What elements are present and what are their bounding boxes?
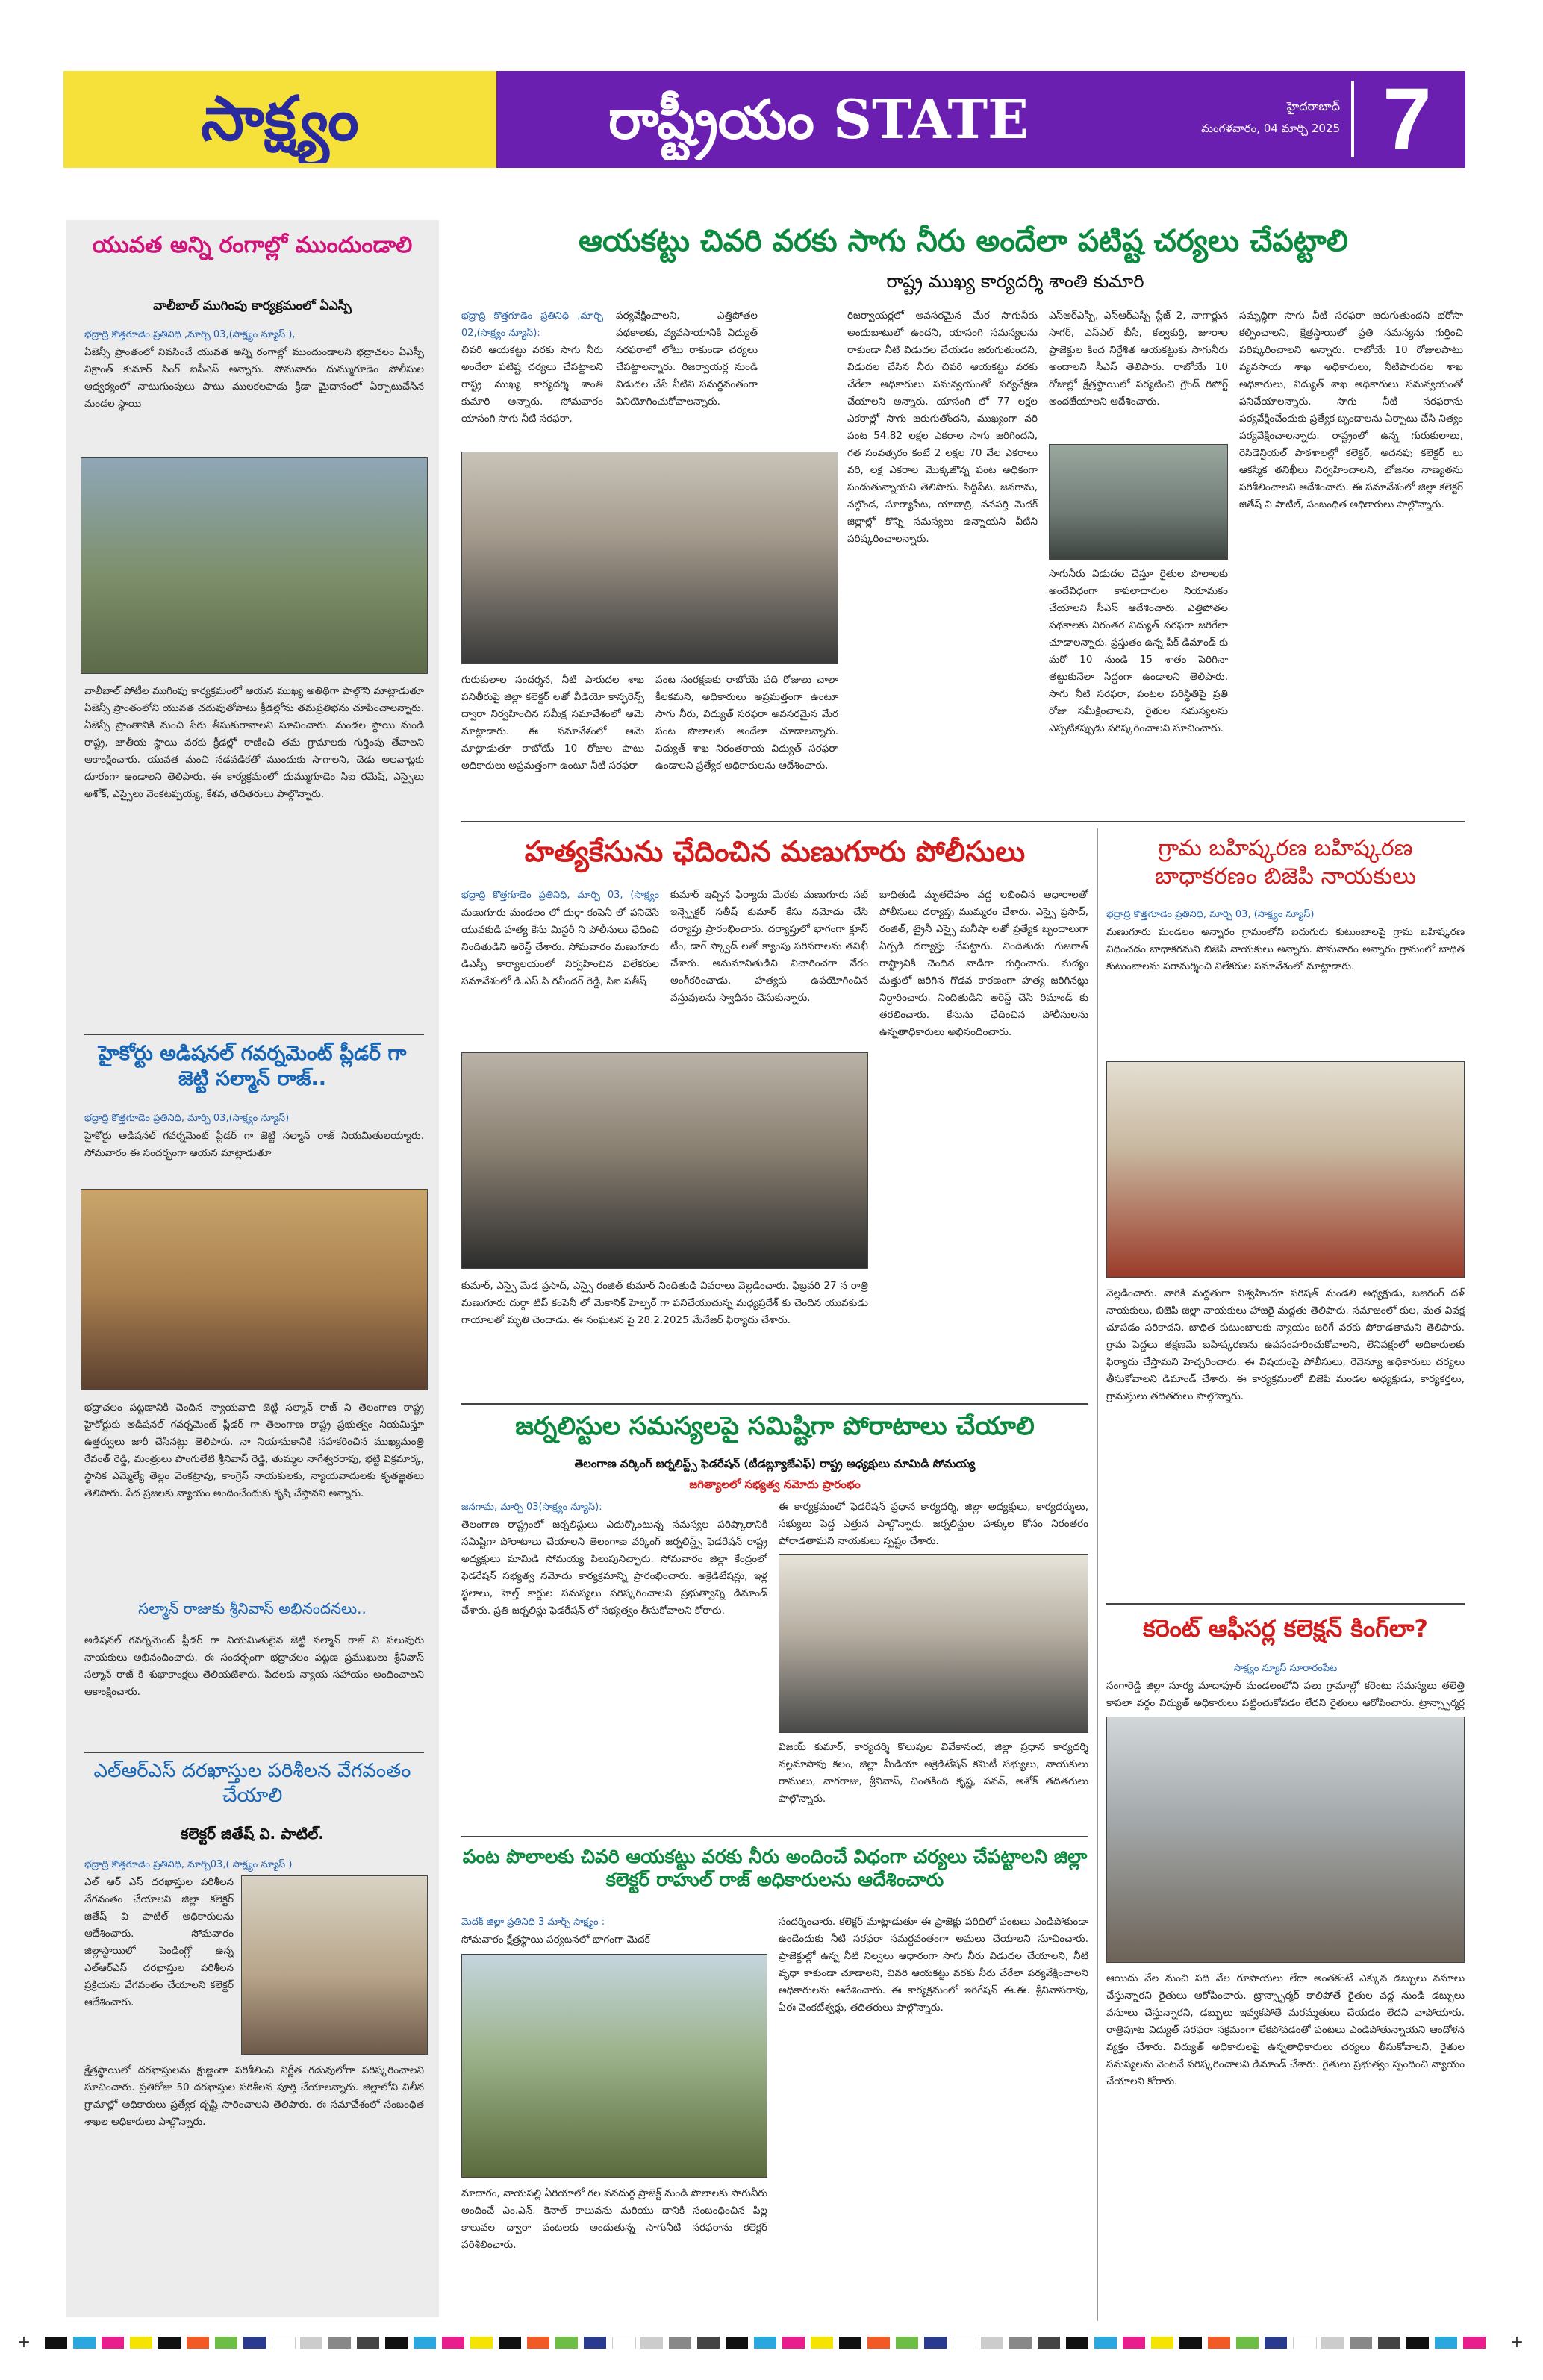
sidebar-a3-photo: [241, 1875, 428, 2055]
murder-article-dateline: భద్రాద్రి కొత్తగూడెం ప్రతినిధి, మార్చి 03, (సాక్ష్యం: [461, 890, 659, 901]
logo-block: [63, 71, 496, 168]
top-article-title: ఆయకట్టు చివరి వరకు సాగు నీరు అందేలా పటిష్ట చర్యలు చేపట్టాలి: [579, 224, 1348, 258]
sidebar-divider-2: [84, 1752, 424, 1753]
color-swatch-strip: [45, 2337, 1500, 2349]
top-article-col4: ఎస్ఆర్ఎస్పీ, ఎస్ఆర్ఎస్పీ స్టేజ్ 2, నాగార్జున సాగర్, ఎస్ఎల్ బీసీ, కల్వకుర్తి, జూరాల ప్రాజెక్టుల కింద నిర్దేశిత ఆయకట్టుకు సాగునీరు అందాలని సీఎస్ తెలిపారు. రాబోయే 10 రోజుల్లో క్షేత్రస్థాయిలో పర్యటించి గ్రౌండ్ రిపోర్ట్ అందజేయాలని ఆదేశించారు.: [1049, 310, 1228, 407]
murder-article-title: హత్యకేసును ఛేదించిన మణుగూరు పోలీసులు: [524, 835, 1026, 868]
sidebar-a1-body1: ఏజెన్సీ ప్రాంతంలో నివసించే యువత అన్ని రంగాల్లో ముందుండాలని భద్రాచలం ఏఎస్పీ విక్రాంత్ కుమార్ సింగ్ ఐపీఎస్ అన్నారు. సోమవారం దుమ్ముగూడెం పోలీసుల ఆధ్వర్యంలో నాటుగుంపులు పాటు ములకలపాడు క్రీడా మైదానంలో ఏర్పాటుచేసిన మండల స్థాయి: [84, 346, 424, 410]
color-swatch: [1321, 2337, 1344, 2349]
color-swatch: [1265, 2337, 1287, 2349]
color-swatch: [1123, 2337, 1145, 2349]
color-swatch: [215, 2337, 237, 2349]
color-swatch: [924, 2337, 947, 2349]
section-band: [496, 71, 1465, 168]
journalist-article-sub2: జగిత్యాలలో సభ్యత్వ నమోదు ప్రారంభం: [689, 1478, 861, 1491]
sidebar-a2-body3: అడిషనల్ గవర్నమెంట్ ప్లీడర్ గా నియమితులైన జెట్టి సల్మాన్ రాజ్ ని పలువురు నాయకులు అభినందించారు. ఈ సందర్భంగా భద్రాచలం పట్టణ ప్రముఖులు శ్రీనివాస్ సల్మాన్ రాజ్ కి శుభాకాంక్షలు తెలియజేశారు. పేదలకు న్యాయ సహాయం అందించాలని ఆకాంక్షించారు.: [84, 1634, 424, 1698]
color-swatch: [1463, 2337, 1486, 2349]
color-swatch: [243, 2337, 266, 2349]
color-swatch: [158, 2337, 181, 2349]
top-article-subtitle: రాష్ట్ర ముఖ్య కార్యదర్శి శాంతి కుమారి: [886, 271, 1144, 292]
top-article-col5: సమృద్ధిగా సాగు నీటి సరఫరా జరుగుతుందని భరోసా కల్పించాలని, క్షేత్రస్థాయిలో ప్రతి సమస్యను గుర్తించి పరిష్కరించాలని అన్నారు. రాబోయే 10 రోజులపాటు వ్యవసాయ శాఖ అధికారులు, నీటిపారుదల శాఖ అధికారులు, విద్యుత్ శాఖ అధికారులు సమన్వయంతో పనిచేయాలన్నారు. సాగు నీటి సరఫరాను పర్యవేక్షించేందుకు ప్రత్యేక బృందాలను ఏర్పాటు చేసి నిత్యం పర్యవేక్షించాలన్నారు. రాష్ట్రంలో ఉన్న గురుకులాలు, రెసిడెన్షియల్ పాఠశాలల్లో కలెక్టర్, అదనపు కలెక్టర్ లు ఆకస్మిక తనిఖీలు నిర్వహించాలని, భోజనం నాణ్యతను పరిశీలించాలని ఆదేశించారు. ఈ సమావేశంలో జిల్లా కలెక్టర్ జితేష్ వి పాటిల్, సంబంధిత అధికారులు పాల్గొన్నారు.: [1239, 310, 1463, 510]
sidebar-a2-title: హైకోర్టు అడిషనల్ గవర్నమెంట్ ప్లీడర్ గా జెట్టి సల్మాన్ రాజ్..: [98, 1042, 407, 1090]
bjp-article-title: గ్రామ బహిష్కరణ బహిష్కరణ బాధాకరణం బిజెపి నాయకులు: [1155, 835, 1416, 890]
color-swatch: [1435, 2337, 1457, 2349]
color-swatch: [102, 2337, 124, 2349]
logo-text: సాక్ష్యం: [201, 84, 359, 154]
sidebar-a3-title: ఎల్ఆర్ఎస్ దరఖాస్తుల పరిశీలన వేగవంతం చేయాలి: [93, 1760, 411, 1807]
electricity-article-photo: [1106, 1717, 1465, 1963]
masthead: [63, 71, 1465, 168]
sidebar-a1-title: యువత అన్ని రంగాల్లో ముందుండాలి: [92, 232, 413, 258]
top-article-col4b: సాగునీరు విడుదల చేస్తూ రైతుల పొలాలకు అందేవిధంగా కాపలాదారుల నియామకం చేయాలని సీఎస్ ఆదేశించారు. ఎత్తిపోతల పథకాలకు నిరంతర విద్యుత్ సరఫరా జరిగేలా చూడాలన్నారు. ప్రస్తుతం ఉన్న పీక్ డిమాండ్ కు మరో 10 నుండి 15 శాతం పెరిగినా తట్టుకునేలా సిద్ధంగా ఉండాలని తెలిపారు. సాగు నీటి సరఫరా, పంటల పరిస్థితిపై ప్రతి రోజు సమీక్షించాలని, రైతుల సమస్యలను ఎప్పటికప్పుడు పరిష్కరించాలని సూచించారు.: [1049, 568, 1228, 734]
journalist-article-col1: తెలంగాణ రాష్ట్రంలో జర్నలిస్టులు ఎదుర్కొంటున్న సమస్యల పరిష్కారానికి సమిష్టిగా పోరాటాలు చేయాలని తెలంగాణ వర్కింగ్ జర్నలిస్ట్స్ ఫెడరేషన్ రాష్ట్ర అధ్యక్షులు మామిడి సోమయ్య పిలుపునిచ్చారు. సోమవారం జిల్లా కేంద్రంలో ఫెడరేషన్ సభ్యత్వ నమోదు కార్యక్రమాన్ని ప్రారంభించారు. అక్రెడిటేషన్లు, ఇళ్ల స్థలాలు, హెల్త్ కార్డుల సమస్యలు పరిష్కరించాలని ప్రభుత్వాన్ని డిమాండ్ చేశారు. ప్రతి జర్నలిస్టు ఫెడరేషన్ లో సభ్యత్వం తీసుకోవాలని కోరారు.: [461, 1519, 767, 1617]
sidebar-a2-dateline: భద్రాద్రి కొత్తగూడెం ప్రతినిధి, మార్చి 03,(సాక్ష్యం న్యూస్): [84, 1113, 290, 1124]
masthead-city: హైదరాబాద్: [1286, 99, 1340, 113]
color-swatch: [187, 2337, 209, 2349]
color-swatch: [782, 2337, 805, 2349]
irrigation-article-title: పంట పొలాలకు చివరి ఆయకట్టు వరకు నీరు అందించే విధంగా చర్యలు చేపట్టాలని జిల్లా కలెక్టర్ రాహుల్ రాజ్ అధికారులను ఆదేశించారు: [462, 1846, 1088, 1891]
electricity-article-body2: ఆయిదు వేల నుంచి పది వేల రూపాయలు లేదా అంతకంటే ఎక్కువ డబ్బులు వసూలు చేస్తున్నారని రైతులు ఆరోపించారు. ట్రాన్స్ఫార్మర్ కాలిపోతే రైతుల వద్ద నుండి డబ్బులు వసూలు చేస్తున్నారని, డబ్బులు ఇవ్వకపోతే మరమ్మతులు చేయడం లేదని వాపోయారు. రాత్రిపూట విద్యుత్ సరఫరా సక్రమంగా లేకపోవడంతో పంటలు ఎండిపోతున్నాయని ఆందోళన వ్యక్తం చేశారు. విద్యుత్ అధికారులపై ఉన్నతాధికారులు చర్యలు తీసుకోవాలని, రైతుల సమస్యలను వెంటనే పరిష్కరించాలని డిమాండ్ చేశారు. రైతులు ప్రభుత్వం స్పందించి న్యాయం చేయాలని కోరారు.: [1106, 1973, 1465, 2087]
color-swatch: [811, 2337, 833, 2349]
masthead-divider: [1351, 81, 1354, 157]
sidebar-a2-body1: హైకోర్టు అడిషనల్ గవర్నమెంట్ ప్లీడర్ గా జెట్టి సల్మాన్ రాజ్ నియమితులయ్యారు. సోమవారం ఈ సందర్భంగా ఆయన మాట్లాడుతూ: [84, 1130, 424, 1159]
irrigation-article-col1: సోమవారం క్షేత్రస్థాయి పర్యటనలో భాగంగా మెదక్: [461, 1934, 650, 1946]
color-swatch: [442, 2337, 464, 2349]
journalist-article-col2: ఈ కార్యక్రమంలో ఫెడరేషన్ ప్రధాన కార్యదర్శి, జిల్లా అధ్యక్షులు, కార్యదర్శులు, సభ్యులు పెద్ద ఎత్తున పాల్గొన్నారు. జర్నలిస్టుల హక్కుల కోసం నిరంతరం పోరాడతామని నాయకులు స్పష్టం చేశారు.: [779, 1501, 1088, 1547]
top-article-photo-2: [1049, 444, 1228, 560]
color-swatch: [45, 2337, 67, 2349]
color-swatch: [1293, 2337, 1317, 2349]
color-swatch: [867, 2337, 890, 2349]
color-swatch: [272, 2337, 296, 2349]
color-swatch: [1151, 2337, 1173, 2349]
journalist-article-col2b: విజయ్ కుమార్, కార్యదర్శి కొలుపుల వివేకానంద, జిల్లా ప్రధాన కార్యదర్శి నల్లమాసాపు కలం, జిల్లా మీడియా అక్రెడిటేషన్ కమిటీ సభ్యులు, నాయకులు రాములు, నాగరాజు, శ్రీనివాస్, చింతకింది కృష్ణ, పవన్, అశోక్ తదితరులు పాల్గొన్నారు.: [779, 1741, 1088, 1805]
color-swatch: [584, 2337, 606, 2349]
murder-article-photo: [461, 1052, 868, 1269]
color-swatch: [300, 2337, 322, 2349]
journalist-article-title: జర్నలిస్టుల సమస్యలపై సమిష్టిగా పోరాటాలు చేయాలి: [515, 1411, 1035, 1441]
murder-article-col2: కుమార్ ఇచ్చిన ఫిర్యాదు మేరకు మణుగూరు సబ్ ఇన్స్పెక్టర్ సతీష్ కుమార్ కేసు నమోదు చేసి దర్యాప్తు ప్రారంభించారు. దర్యాప్తులో భాగంగా క్లూస్ టీం, డాగ్ స్క్వాడ్ లతో క్యాంపు పరిసరాలను తనిఖీ చేశారు. అనుమానితుడిని విచారించగా నేరం అంగీకరించాడు. హత్యకు ఉపయోగించిన వస్తువులను స్వాధీనం చేసుకున్నారు.: [670, 889, 868, 1004]
color-swatch: [754, 2337, 776, 2349]
journalist-article-dateline: జనగామ, మార్చి 03(సాక్ష్యం న్యూస్):: [461, 1502, 602, 1513]
sidebar-a1-subtitle: వాలీబాల్ ముగింపు కార్యక్రమంలో ఏఎస్పీ: [153, 299, 352, 313]
color-swatch: [1094, 2337, 1117, 2349]
color-swatch: [1208, 2337, 1230, 2349]
masthead-date: మంగళవారం, 04 మార్చి 2025: [1201, 122, 1340, 135]
divider-top-article: [461, 821, 1465, 822]
sidebar-a3-body2: క్షేత్రస్థాయిలో దరఖాస్తులను క్షుణ్ణంగా పరిశీలించి నిర్ణీత గడువులోగా పరిష్కరించాలని సూచించారు. ప్రతిరోజు 50 దరఖాస్తుల పరిశీలన పూర్తి చేయాలన్నారు. జిల్లాలోని విలీన గ్రామాల్లో అధికారులు ప్రత్యేక దృష్టి సారించాలని తెలిపారు. ఈ సమావేశంలో సంబంధిత శాఖల అధికారులు పాల్గొన్నారు.: [84, 2064, 424, 2128]
murder-article-col3: బాధితుడి మృతదేహం వద్ద లభించిన ఆధారాలతో పోలీసులు దర్యాప్తు ముమ్మరం చేశారు. ఎస్సై ప్రసాద్, రంజిత్, ట్రైనీ ఎస్సై మనీషా లతో ప్రత్యేక బృందాలుగా ఏర్పడి దర్యాప్తు చేపట్టారు. నిందితుడు గుజరాత్ రాష్ట్రానికి చెందిన వాడిగా గుర్తించారు. మద్యం మత్తులో జరిగిన గొడవ కారణంగా హత్య జరిగినట్లు నిర్ధారించారు. నిందితుడిని అరెస్ట్ చేసి రిమాండ్ కు తరలించారు. కేసును ఛేదించిన పోలీసులను ఉన్నతాధికారులు అభినందించారు.: [879, 889, 1088, 1038]
bjp-article-photo: [1106, 1061, 1465, 1278]
murder-article-col1: మణుగూరు మండలం లో దుర్గా కంపెనీ లో పనిచేసే యువకుడి హత్య కేసు మిస్టరీ ని పోలీసులు ఛేదించి నిందితుడిని అరెస్ట్ చేశారు. సోమవారం మణుగూరు డిఎస్పీ కార్యాలయంలో నిర్వహించిన విలేకరుల సమావేశంలో డి.ఎస్.పి రవీందర్ రెడ్డి, సిఐ సతీష్: [461, 907, 659, 987]
top-article-dateline: భద్రాద్రి కొత్తగూడెం ప్రతినిధి ,మార్చి 02,(సాక్ష్యం న్యూస్):: [461, 310, 603, 339]
color-swatch: [697, 2337, 720, 2349]
top-article-col2: పర్యవేక్షించాలని, ఎత్తిపోతల పథకాలకు, వ్యవసాయానికి విద్యుత్ సరఫరాలో లోటు రాకుండా చర్యలు చేపట్టాలన్నారు. రిజర్వాయర్ల నుండి విడుదల చేసే నీటిని సమర్థవంతంగా వినియోగించుకోవాలన్నారు.: [616, 310, 758, 407]
irrigation-article-col2: సందర్శించారు. కలెక్టర్ మాట్లాడుతూ ఈ ప్రాజెక్టు పరిధిలో పంటలు ఎండిపోకుండా ఉండేందుకు నీటి సరఫరా సమర్థవంతంగా అమలు చేయాలని సూచించారు. ప్రాజెక్టుల్లో ఉన్న నీటి నిల్వలు ఆధారంగా సాగు నీరు విడుదల చేయాలని, నీటి వృధా కాకుండా చూడాలని, చివరి ఆయకట్టు వరకు నీరు చేరేలా పర్యవేక్షించాలని అధికారులను ఆదేశించారు. ఈ కార్యక్రమంలో ఇరిగేషన్ ఈ.ఈ. శ్రీనివాసరావు, ఏఈ వెంకటేశ్వర్లు, తదితరులు పాల్గొన్నారు.: [779, 1916, 1088, 2014]
color-swatch: [527, 2337, 549, 2349]
color-swatch: [1406, 2337, 1429, 2349]
color-swatch: [1009, 2337, 1032, 2349]
electricity-article-body1: సంగారెడ్డి జిల్లా సూర్య మాదాపూర్ మండలంలోని పలు గ్రామాల్లో కరెంటు సమస్యలు తలెత్తి కాపలా వర్గం విద్యుత్ అధికారులు పట్టించుకోవడం లేదని రైతులు ఆరోపించారు. ట్రాన్స్ఫార్మర్ల: [1106, 1680, 1465, 1709]
color-swatch: [1378, 2337, 1400, 2349]
color-swatch: [1350, 2337, 1372, 2349]
sidebar-a3-body1: ఎల్ ఆర్ ఎస్ దరఖాస్తుల పరిశీలన వేగవంతం చేయాలని జిల్లా కలెక్టర్ జితేష్ వి పాటిల్ అధికారులను ఆదేశించారు. సోమవారం జిల్లాస్థాయిలో పెండింగ్లో ఉన్న ఎల్ఆర్ఎస్ దరఖాస్తుల పరిశీలన ప్రక్రియను వేగవంతం చేయాలని కలెక్టర్ ఆదేశించారు.: [84, 1876, 234, 2008]
murder-article-col2b: కుమార్, ఎస్సై మేడ ప్రసాద్, ఎస్సై రంజిత్ కుమార్ నిందితుడి వివరాలు వెల్లడించారు. ఫిబ్రవరి 27 న రాత్రి మణుగూరు దుర్గా టిప్ కంపెనీ లో మెకానిక్ హెల్పర్ గా పనిచేయుచున్న మధ్యప్రదేశ్ కు చెందిన యువకుడు గాయాలతో మృతి చెందాడు. ఈ సంఘటన పై 28.2.2025 మేనేజర్ ఫిర్యాదు చేశారు.: [461, 1280, 868, 1326]
bjp-article-body2: వెల్లడించారు. వారికి మద్దతుగా విశ్వహిందూ పరిషత్ మండలి అధ్యక్షుడు, బజరంగ్ దళ్ నాయకులు, బిజెపి జిల్లా నాయకులు హాజరై మద్దతు తెలిపారు. సమాజంలో కుల, మత వివక్ష చూపడం సరికాదని, బాధిత కుటుంబాలకు న్యాయం జరిగే వరకు పోరాడతామని తెలిపారు. గ్రామ పెద్దలు తక్షణమే బహిష్కరణను ఉపసంహరించుకోవాలని, లేనిపక్షంలో అధికారులకు ఫిర్యాదు చేస్తామని హెచ్చరించారు. ఈ విషయంపై పోలీసులు, రెవెన్యూ అధికారులు చర్యలు తీసుకోవాలని డిమాండ్ చేశారు. ఈ కార్యక్రమంలో బిజెపి మండల అధ్యక్షుడు, కార్యకర్తలు, గ్రామస్తులు తదితరులు పాల్గొన్నారు.: [1106, 1287, 1465, 1402]
color-swatch: [414, 2337, 436, 2349]
sidebar-a2-photo: [81, 1189, 428, 1390]
divider-bjp: [1106, 1603, 1465, 1605]
divider-journalist: [461, 1403, 1088, 1405]
printer-color-bar: [15, 2325, 1528, 2362]
color-swatch: [1236, 2337, 1259, 2349]
color-swatch: [73, 2337, 96, 2349]
sidebar-a1-photo: [81, 457, 428, 674]
electricity-article-dateline: సాక్ష్యం న్యూస్ సూరారంపేట: [1233, 1663, 1338, 1674]
color-swatch: [726, 2337, 748, 2349]
journalist-article-photo: [779, 1554, 1088, 1733]
sidebar-a3-subtitle: కలెక్టర్ జితేష్ వి. పాటిల్.: [181, 1825, 324, 1843]
sidebar-a1-body2: వాలీబాల్ పోటీల ముగింపు కార్యక్రమంలో ఆయన ముఖ్య అతిథిగా పాల్గొని మాట్లాడుతూ ఏజెన్సీ ప్రాంతంలోని యువత చదువుతోపాటు క్రీడల్లోను తమప్రతిభను చూపించాలన్నారు. ఏజెన్సీ ప్రాంతానికి మంచి పేరు తీసుకురావాలని సూచించారు. మండల స్థాయి నుండి రాష్ట్ర, జాతీయ స్థాయి వరకు క్రీడల్లో రాణించి తమ గ్రామాలకు గుర్తింపు తేవాలని ఆకాంక్షించారు. యువత మంచి నడవడికతో ముందుకు సాగాలని, చెడు అలవాట్లకు దూరంగా ఉండాలని తెలిపారు. ఈ కార్యక్రమంలో దుమ్ముగూడెం సిఐ రమేష్, ఎస్సైలు అశోక్, ఎస్సైలు వెంకటప్పయ్య, కేశవ, తదితరులు పాల్గొన్నారు.: [84, 685, 424, 800]
color-swatch: [357, 2337, 379, 2349]
irrigation-article-photo: [461, 1954, 767, 2178]
top-article-col1: చివరి ఆయకట్టు వరకు సాగు నీరు అందేలా పటిష్ట చర్యలు చేపట్టాలని రాష్ట్ర ముఖ్య కార్యదర్శి శాంతి కుమారి అన్నారు. సోమవారం యాసంగి సాగు నీటి సరఫరా,: [461, 344, 603, 425]
color-swatch: [555, 2337, 578, 2349]
color-swatch: [1066, 2337, 1088, 2349]
registration-mark-right: +: [1509, 2334, 1524, 2352]
color-swatch: [640, 2337, 663, 2349]
color-swatch: [896, 2337, 918, 2349]
top-article-lower-col1: గురుకులాల సందర్శన, నీటి పారుదల శాఖ పనితీరుపై జిల్లా కలెక్టర్ లతో వీడియో కాన్ఫరెన్స్ ద్వారా నిర్వహించిన సమీక్ష సమావేశంలో ఆమె మాట్లాడారు. ఈ సమావేశంలో ఆమె మాట్లాడుతూ రాబోయే 10 రోజుల పాటు అధికారులు అప్రమత్తంగా ఉంటూ నీటి సరఫరా: [461, 674, 644, 772]
color-swatch: [839, 2337, 861, 2349]
color-swatch: [470, 2337, 493, 2349]
page-number: 7: [1383, 71, 1432, 168]
divider-vertical-mid: [1097, 828, 1098, 2321]
color-swatch: [328, 2337, 351, 2349]
journalist-article-subtitle: తెలంగాణ వర్కింగ్ జర్నలిస్ట్స్ ఫెడరేషన్ (టీడబ్ల్యూజేఎఫ్) రాష్ట్ర అధ్యక్షులు మామిడి సోమయ్య: [574, 1457, 976, 1470]
electricity-article-title: కరెంట్ ఆఫీసర్ల కలెక్షన్ కింగ్‌లా?: [1143, 1614, 1428, 1643]
color-swatch: [669, 2337, 691, 2349]
color-swatch: [612, 2337, 636, 2349]
irrigation-article-col1b: మాదారం, నాయపల్లి ఏరియాలో గల వనదుర్గ ప్రాజెక్ట్ నుండి పొలాలకు సాగునీరు అందించే ఎం.ఎన్. కెనాల్ కాలువను మరియు దానికి సంబంధించిన పిల్ల కాలువల ద్వారా పంటలకు అందుతున్న సాగునీటి సరఫరాను కలెక్టర్ పరిశీలించారు.: [461, 2187, 767, 2251]
color-swatch: [499, 2337, 521, 2349]
color-swatch: [385, 2337, 408, 2349]
sidebar-a1-dateline: భద్రాద్రి కొత్తగూడెం ప్రతినిధి ,మార్చి 03,(సాక్ష్యం న్యూస్ ),: [84, 329, 296, 340]
sidebar: [66, 220, 439, 2317]
color-swatch: [1038, 2337, 1060, 2349]
color-swatch: [130, 2337, 152, 2349]
divider-irrigation: [461, 1836, 1088, 1837]
sidebar-a2-body2: భద్రాచలం పట్టణానికి చెందిన న్యాయవాది జెట్టి సల్మాన్ రాజ్ ని తెలంగాణ రాష్ట్ర హైకోర్టుకు అడిషనల్ గవర్నమెంట్ ప్లీడర్ గా తెలంగాణ రాష్ట్ర ప్రభుత్వం నియమిస్తూ ఉత్తర్వులు జారీ చేసినట్లు తెలిపారు. నా నియామకానికి సహకరించిన ముఖ్యమంత్రి రేవంత్ రెడ్డి, మంత్రులు పొంగులేటి శ్రీనివాస్ రెడ్డి, తుమ్మల నాగేశ్వరరావు, భట్టి విక్రమార్క, స్థానిక ఎమ్మెల్యే తెల్లం వెంకట్రావు, కాంగ్రెస్ నాయకులకు, న్యాయవాదులకు కృతజ్ఞతలు తెలిపారు. పేద ప్రజలకు న్యాయం అందించేందుకు కృషి చేస్తానని అన్నారు.: [84, 1402, 424, 1499]
bjp-article-dateline: భద్రాద్రి కొత్తగూడెం ప్రతినిధి, మార్చి 03, (సాక్ష్యం న్యూస్): [1106, 909, 1315, 920]
registration-mark-left: +: [16, 2334, 31, 2352]
color-swatch: [1179, 2337, 1202, 2349]
sidebar-a2-sub2: సల్మాన్ రాజుకు శ్రీనివాస్ అభినందనలు..: [138, 1599, 367, 1617]
color-swatch: [981, 2337, 1003, 2349]
section-title: రాష్ట్రీయం STATE: [608, 87, 1029, 151]
irrigation-article-dateline: మెదక్ జిల్లా ప్రతినిధి 3 మార్చ్ సాక్ష్యం :: [461, 1917, 605, 1928]
color-swatch: [953, 2337, 976, 2349]
sidebar-divider-1: [84, 1034, 424, 1035]
top-article-col3: రిజర్వాయర్లలో అవసరమైన మేర సాగునీరు అందుబాటులో ఉందని, యాసంగి సమస్యలను రాకుండా నీటి విడుదల చేయడం జరుగుతుందని, విడుదల చేసిన నీరు చివరి ఆయకట్టు వరకు చేరేలా అధికారులు సమన్వయంతో పర్యవేక్షణ చేయాలని అన్నారు. యాసంగి లో 77 లక్షల ఎకరాల్లో సాగు జరుగుతోందని, ముఖ్యంగా వరి పంట 54.82 లక్షల ఎకరాల సాగు జరిగిందని, గత సంవత్సరం కంటే 2 లక్షల 70 వేల ఎకరాలు వరి, లక్ష ఎకరాల మొక్కజొన్న పంట అధికంగా పండుతున్నాయని తెలిపారు. సిద్దిపేట, జనగామ, నల్గొండ, సూర్యాపేట, యాదాద్రి, వనపర్తి మెదక్ జిల్లాల్లో కొన్ని సమస్యలు ఉన్నాయని వీటిని పరిష్కరించాలన్నారు.: [847, 310, 1038, 545]
sidebar-a3-dateline: భద్రాద్రి కొత్తగూడెం ప్రతినిధి, మార్చి03,( సాక్ష్యం న్యూస్ ): [84, 1859, 293, 1870]
top-article-photo-1: [461, 452, 838, 664]
top-article-lower-col2: పంట సంరక్షణకు రాబోయే పది రోజులు చాలా కీలకమని, అధికారులు అప్రమత్తంగా ఉంటూ సాగు నీరు, విద్యుత్ సరఫరా అవసరమైన మేర పంట పొలాలకు అందేలా చూడాలన్నారు. విద్యుత్ శాఖ నిరంతరాయ విద్యుత్ సరఫరా ఉండాలని ప్రత్యేక అధికారులను ఆదేశించారు.: [655, 674, 838, 772]
bjp-article-body1: మణుగూరు మండలం అన్నారం గ్రామంలోని ఐదుగురు కుటుంబాలపై గ్రామ బహిష్కరణ విధించడం బాధాకరమని బిజెపి నాయకులు అన్నారు. సోమవారం అన్నారం గ్రామంలో బాధిత కుటుంబాలను పరామర్శించి విలేకరుల సమావేశంలో మాట్లాడారు.: [1106, 926, 1465, 972]
